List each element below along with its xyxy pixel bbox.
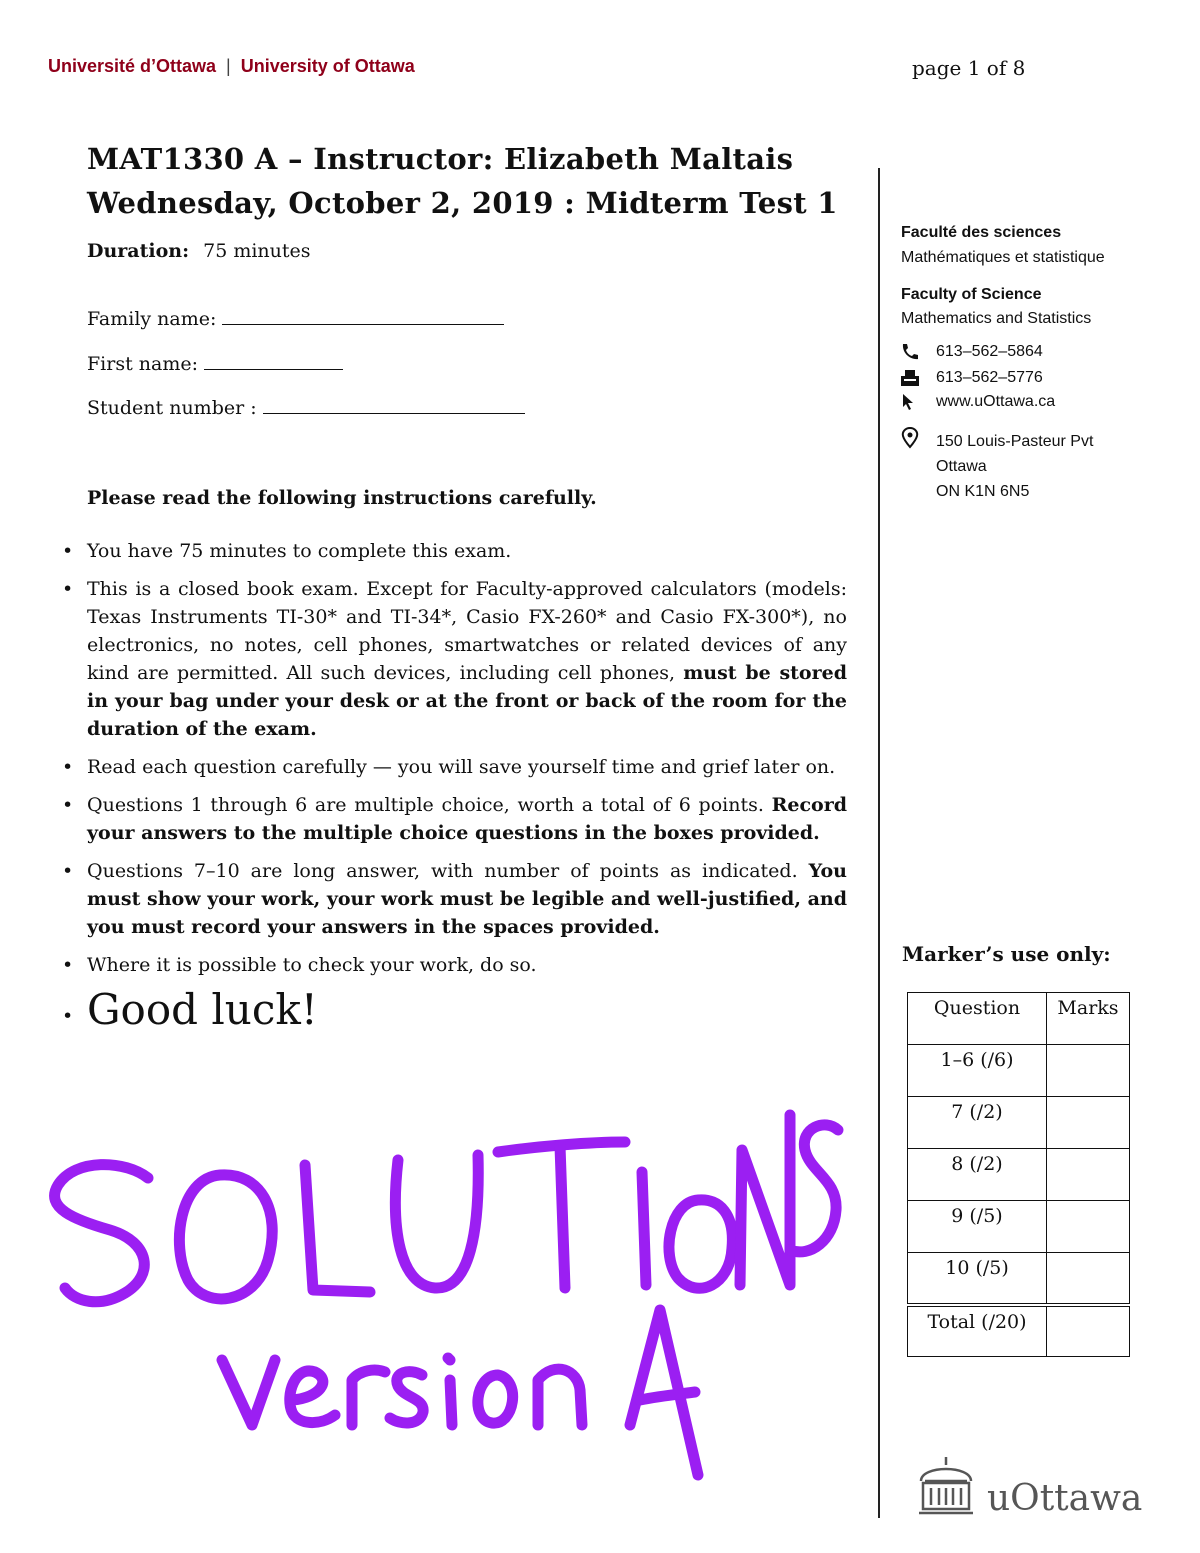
table-row: 9 (/5) [908, 1201, 1130, 1253]
university-header [48, 56, 415, 77]
phone-icon [900, 343, 922, 361]
map-pin-icon [900, 427, 922, 445]
exam-title-line2: Wednesday, October 2, 2019 : Midterm Test 1 [87, 186, 838, 220]
duration-value: 75 minutes [203, 240, 311, 262]
website-link: www.uOttawa.ca [936, 393, 1056, 411]
instruction-item: • Read each question carefully — you will save yourself time and grief later on. [62, 753, 847, 781]
web-contact [900, 393, 1055, 411]
uottawa-logo-text: uOttawa [987, 1478, 1143, 1519]
marks-cell[interactable] [1047, 1097, 1130, 1149]
department-name-fr: Mathématiques et statistique [901, 249, 1105, 266]
markers-use-title: Marker’s use only: [902, 942, 1111, 966]
duration-label: Duration: [87, 240, 190, 262]
family-name-line[interactable] [222, 308, 504, 325]
instruction-item: • You have 75 minutes to complete this exam. [62, 537, 847, 565]
table-row: 7 (/2) [908, 1097, 1130, 1149]
address-line1: 150 Louis-Pasteur Pvt [936, 433, 1094, 450]
column-question: Question [908, 993, 1047, 1045]
department-name-en: Mathematics and Statistics [901, 310, 1092, 327]
phone-contact: 613–562–5864 [900, 343, 1043, 361]
instructions-heading: Please read the following instructions carefully. [87, 487, 597, 509]
marks-cell[interactable] [1047, 1201, 1130, 1253]
family-name-label: Family name: [87, 308, 217, 330]
column-marks: Marks [1047, 993, 1130, 1045]
address-contact [900, 429, 1093, 504]
handwritten-annotation [30, 1080, 850, 1500]
cursor-icon [900, 393, 922, 411]
table-row: 8 (/2) [908, 1149, 1130, 1201]
marks-cell[interactable] [1047, 1045, 1130, 1097]
faculty-name-en: Faculty of Science [901, 286, 1042, 303]
good-luck: • Good luck! [62, 985, 847, 1035]
first-name-field[interactable] [87, 353, 343, 375]
marks-cell[interactable] [1047, 1149, 1130, 1201]
instruction-item: • Where it is possible to check your work, do so. [62, 951, 847, 979]
student-number-label: Student number : [87, 397, 257, 419]
instruction-item: • Questions 7–10 are long answer, with number of points as indicated. You must show your work, your work must be legible and well-justified, and you must record your answers in the spaces provided. [62, 857, 847, 941]
address-line3: ON K1N 6N5 [936, 483, 1030, 500]
total-marks-cell[interactable] [1047, 1305, 1130, 1357]
first-name-label: First name: [87, 353, 198, 375]
address-line2: Ottawa [936, 458, 987, 475]
instruction-item: • Questions 1 through 6 are multiple choice, worth a total of 6 points. Record your answers to the multiple choice questions in the boxes provided. [62, 791, 847, 847]
university-name-en: University of Ottawa [240, 56, 415, 76]
marks-table-header [908, 993, 1130, 1045]
header-separator: | [226, 56, 231, 76]
instructions-list [62, 537, 847, 1045]
faculty-name-fr: Faculté des sciences [901, 224, 1062, 241]
table-row: 1–6 (/6) [908, 1045, 1130, 1097]
exam-title-line1: MAT1330 A – Instructor: Elizabeth Maltais [87, 142, 794, 176]
table-row: 10 (/5) [908, 1253, 1130, 1305]
student-number-line[interactable] [263, 397, 525, 414]
family-name-field[interactable] [87, 308, 504, 330]
sidebar-divider [878, 168, 880, 1518]
uottawa-logo-icon [917, 1455, 975, 1517]
student-number-field[interactable] [87, 397, 525, 419]
fax-contact: 613–562–5776 [900, 369, 1043, 387]
marks-table [907, 992, 1130, 1357]
first-name-line[interactable] [204, 353, 343, 370]
fax-icon [900, 369, 922, 387]
university-name-fr: Université d’Ottawa [48, 56, 217, 76]
instruction-item: • This is a closed book exam. Except for Faculty-approved calculators (models: Texas Instruments TI-30* and TI-34*, Casio FX-260* and Casio FX-300*), no electronics, no notes, cell phones, smartwatches or related devices of any kind are permitted. All such devices, including cell phones, must be stored in your bag under your desk or at the front or back of the room for the duration of the exam. [62, 575, 847, 743]
marks-cell[interactable] [1047, 1253, 1130, 1305]
page-number: page 1 of 8 [912, 56, 1026, 80]
duration [87, 240, 311, 262]
total-row: Total (/20) [908, 1305, 1130, 1357]
